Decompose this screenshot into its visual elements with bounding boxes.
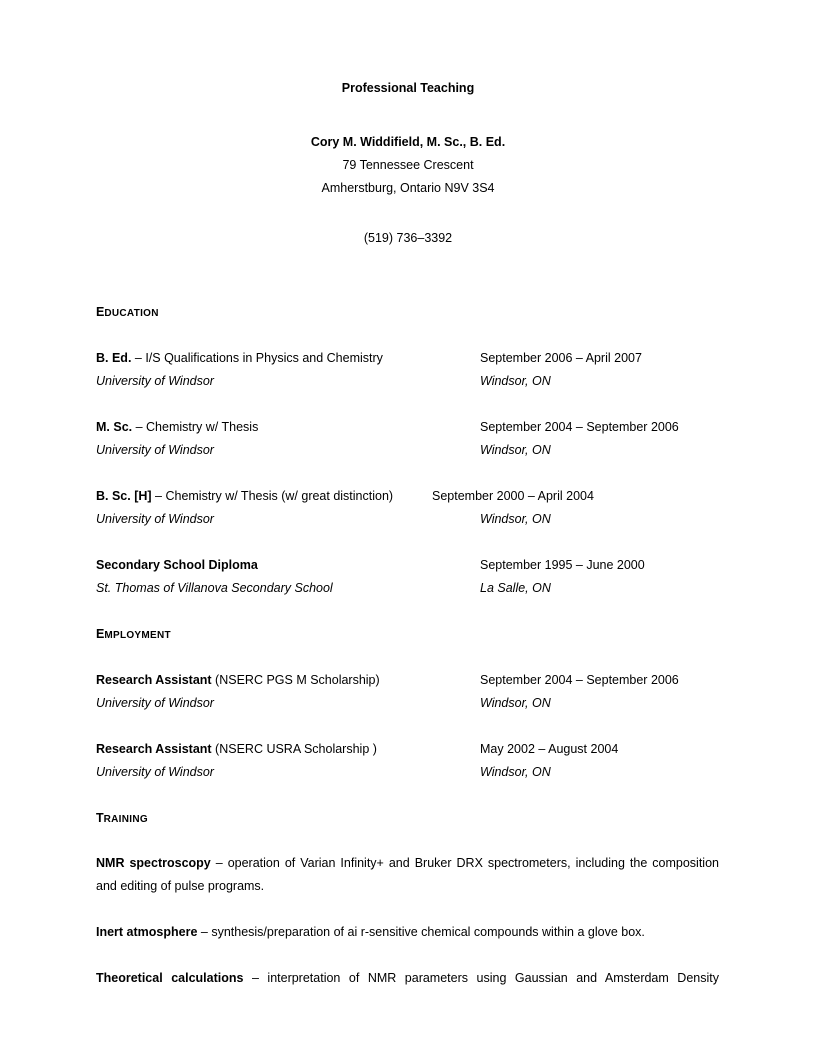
training-heading-initial: T [96, 811, 104, 825]
education-location: Windsor, ON [480, 512, 551, 526]
address-line-2: Amherstburg, Ontario N9V 3S4 [321, 181, 495, 195]
training-heading-rest: RAINING [103, 814, 148, 825]
training-paragraph [96, 852, 719, 898]
education-location: Windsor, ON [480, 443, 551, 457]
education-location: Windsor, ON [480, 374, 551, 388]
job-detail: (NSERC USRA Scholarship ) [211, 742, 377, 756]
employment-heading-rest: MPLOYMENT [104, 630, 171, 641]
employment-dates: May 2002 – August 2004 [480, 742, 619, 756]
training-text: – operation of Varian Infinity+ and Bruker DRX spectrometers, including the composition and editing of pulse programs. [96, 856, 719, 893]
degree-detail: – Chemistry w/ Thesis [132, 420, 259, 434]
employment-institution: University of Windsor [96, 765, 214, 779]
education-entry-title [96, 350, 383, 366]
employment-entry-title [96, 672, 380, 688]
education-heading-rest: DUCATION [104, 308, 159, 319]
education-location: La Salle, ON [480, 581, 551, 595]
employment-entry-title [96, 741, 377, 757]
degree-detail: – Chemistry w/ Thesis (w/ great distinction) [151, 489, 394, 503]
degree-name: M. Sc. [96, 420, 133, 434]
education-dates: September 2004 – September 2006 [480, 420, 679, 434]
education-institution: University of Windsor [96, 443, 214, 457]
training-label: NMR spectroscopy [96, 856, 211, 870]
training-label: Theoretical calculations [96, 971, 244, 985]
education-dates: September 2000 – April 2004 [432, 489, 594, 503]
employment-heading-initial: E [96, 627, 105, 641]
employment-dates: September 2004 – September 2006 [480, 673, 679, 687]
employment-institution: University of Windsor [96, 696, 214, 710]
education-institution: St. Thomas of Villanova Secondary School [96, 581, 333, 595]
education-heading [96, 304, 159, 322]
training-text: – interpretation of NMR parameters using Gaussian and Amsterdam Density [243, 971, 719, 985]
employment-location: Windsor, ON [480, 765, 551, 779]
education-dates: September 1995 – June 2000 [480, 558, 645, 572]
address-line-1: 79 Tennessee Crescent [342, 158, 474, 172]
candidate-name: Cory M. Widdifield, M. Sc., B. Ed. [310, 135, 506, 149]
document-title: Professional Teaching [341, 81, 475, 95]
education-entry-title [96, 419, 258, 435]
training-paragraph [96, 967, 719, 990]
degree-name: B. Ed. [96, 351, 132, 365]
education-institution: University of Windsor [96, 512, 214, 526]
phone-number: (519) 736–3392 [363, 231, 453, 245]
employment-heading [96, 626, 171, 644]
job-role: Research Assistant [96, 673, 212, 687]
training-label: Inert atmosphere [96, 925, 198, 939]
job-role: Research Assistant [96, 742, 212, 756]
degree-name: Secondary School Diploma [96, 558, 258, 572]
training-text: – synthesis/preparation of ai r-sensitive chemical compounds within a glove box. [197, 925, 645, 939]
education-institution: University of Windsor [96, 374, 214, 388]
degree-name: B. Sc. [H] [96, 489, 152, 503]
training-heading [96, 810, 148, 828]
training-paragraph [96, 921, 719, 944]
education-entry-title [96, 557, 258, 573]
employment-location: Windsor, ON [480, 696, 551, 710]
job-detail: (NSERC PGS M Scholarship) [211, 673, 380, 687]
education-dates: September 2006 – April 2007 [480, 351, 642, 365]
education-heading-initial: E [96, 305, 105, 319]
degree-detail: – I/S Qualifications in Physics and Chemistry [131, 351, 383, 365]
education-entry-title [96, 488, 393, 504]
